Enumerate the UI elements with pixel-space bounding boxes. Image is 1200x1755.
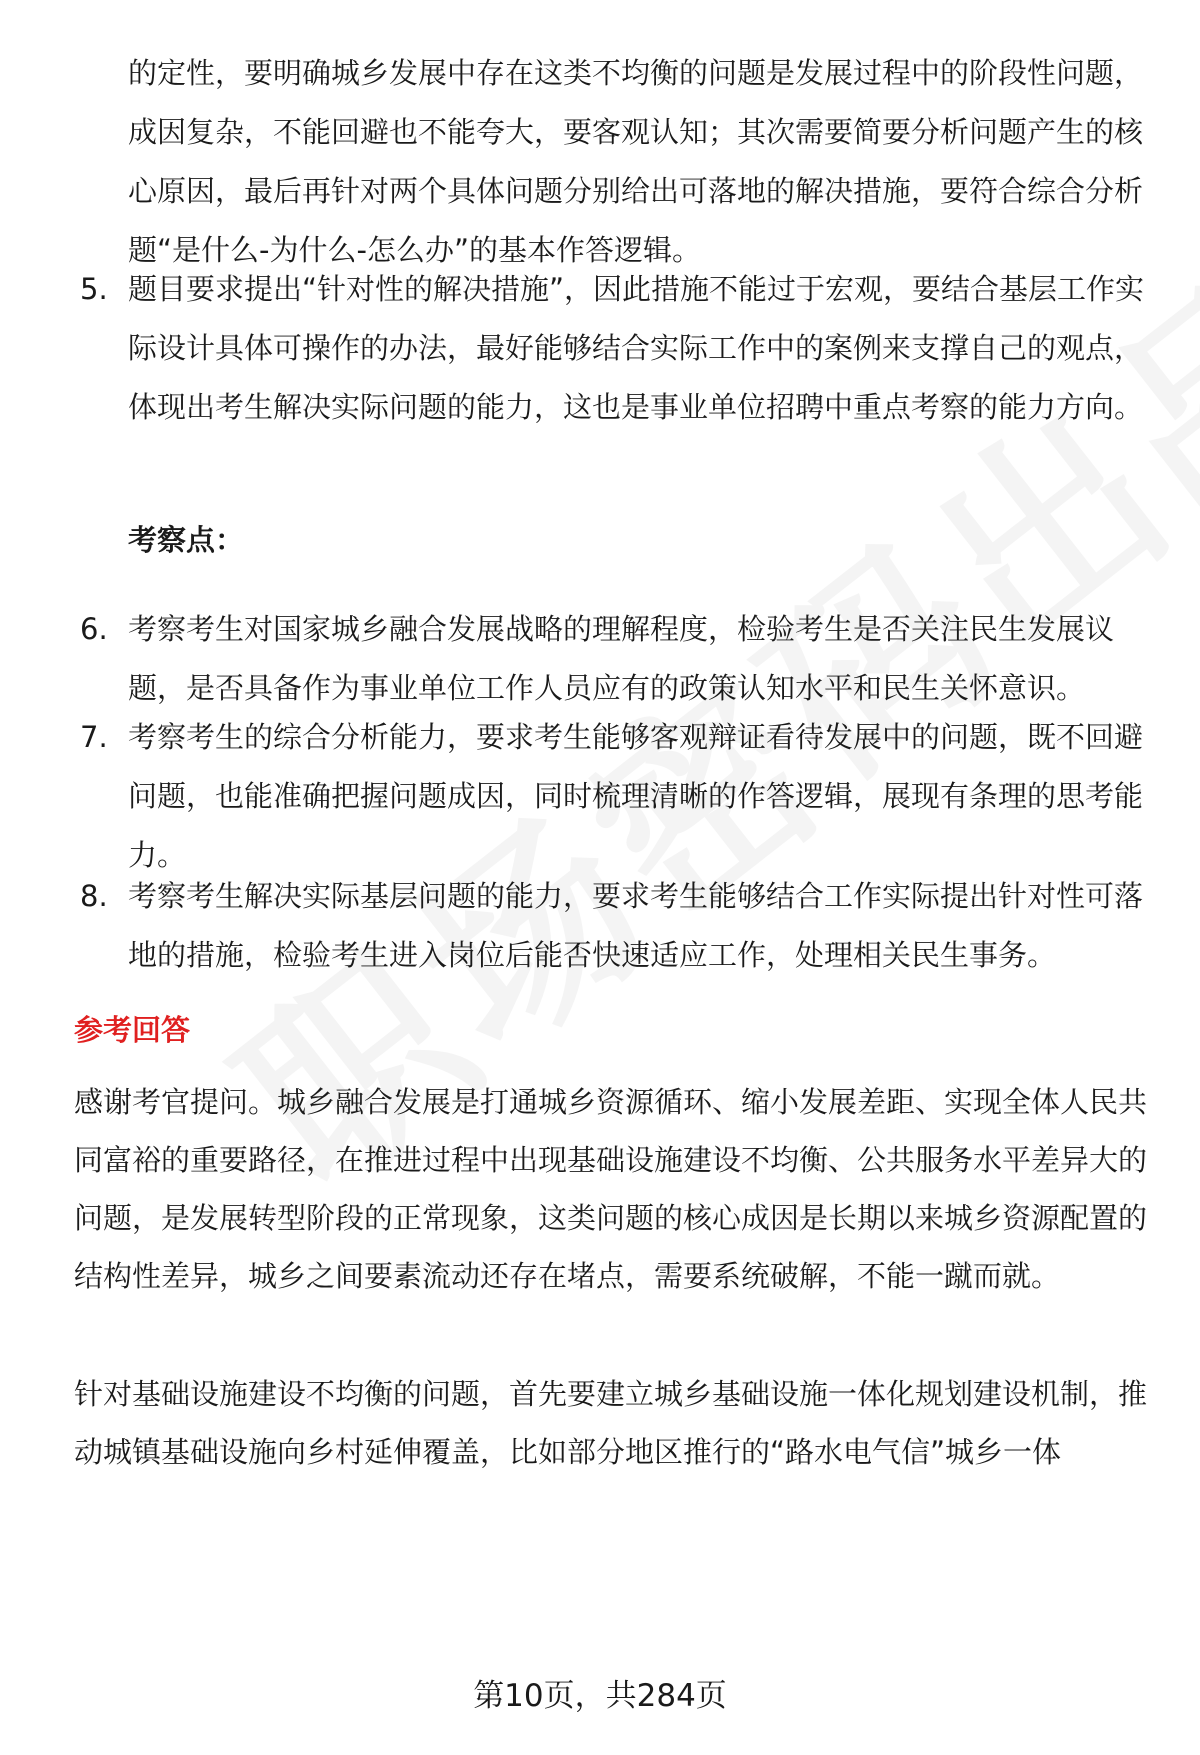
list-item-number: 8. — [80, 879, 108, 913]
continuation-text: 的定性，要明确城乡发展中存在这类不均衡的问题是发展过程中的阶段性问题，成因复杂，不能回避也不能夸大，要客观认知；其次需要简要分析问题产生的核心原因，最后再针对两个具体问题分别给出可落地的解决措施，要符合综合分析题“是什么-为什么-怎么办”的基本作答逻辑。 — [128, 56, 1144, 267]
subheading-examination-points: 考察点： — [128, 523, 245, 557]
list-item-text: 考察考生的综合分析能力，要求考生能够客观辩证看待发展中的问题，既不回避问题，也能准确把握问题成因，同时梳理清晰的作答逻辑，展现有条理的思考能力。 — [128, 720, 1144, 872]
list-item-number: 5. — [80, 272, 108, 306]
list-item-text: 考察考生解决实际基层问题的能力，要求考生能够结合工作实际提出针对性可落地的措施，检验考生进入岗位后能否快速适应工作，处理相关民生事务。 — [128, 879, 1144, 972]
list-item-number: 6. — [80, 612, 108, 646]
list-item-text: 考察考生对国家城乡融合发展战略的理解程度，检验考生是否关注民生发展议题，是否具备作为事业单位工作人员应有的政策认知水平和民生关怀意识。 — [128, 612, 1115, 705]
reference-answer-heading: 参考回答 — [74, 1013, 191, 1047]
list-item-number: 7. — [80, 720, 108, 754]
page-footer: 第10页，共284页 — [473, 1678, 727, 1714]
list-item-text: 题目要求提出“针对性的解决措施”，因此措施不能过于宏观，要结合基层工作实际设计具体可操作的办法，最好能够结合实际工作中的案例来支撑自己的观点，体现出考生解决实际问题的能力，这也是事业单位招聘中重点考察的能力方向。 — [128, 272, 1145, 424]
answer-paragraph: 感谢考官提问。城乡融合发展是打通城乡资源循环、缩小发展差距、实现全体人民共同富裕的重要路径，在推进过程中出现基础设施建设不均衡、公共服务水平差异大的问题，是发展转型阶段的正常现象，这类问题的核心成因是长期以来城乡资源配置的结构性差异，城乡之间要素流动还存在堵点，需要系统破解，不能一蹴而就。 — [74, 1085, 1148, 1293]
answer-paragraph: 针对基础设施建设不均衡的问题，首先要建立城乡基础设施一体化规划建设机制，推动城镇基础设施向乡村延伸覆盖，比如部分地区推行的“路水电气信”城乡一体 — [74, 1377, 1148, 1469]
